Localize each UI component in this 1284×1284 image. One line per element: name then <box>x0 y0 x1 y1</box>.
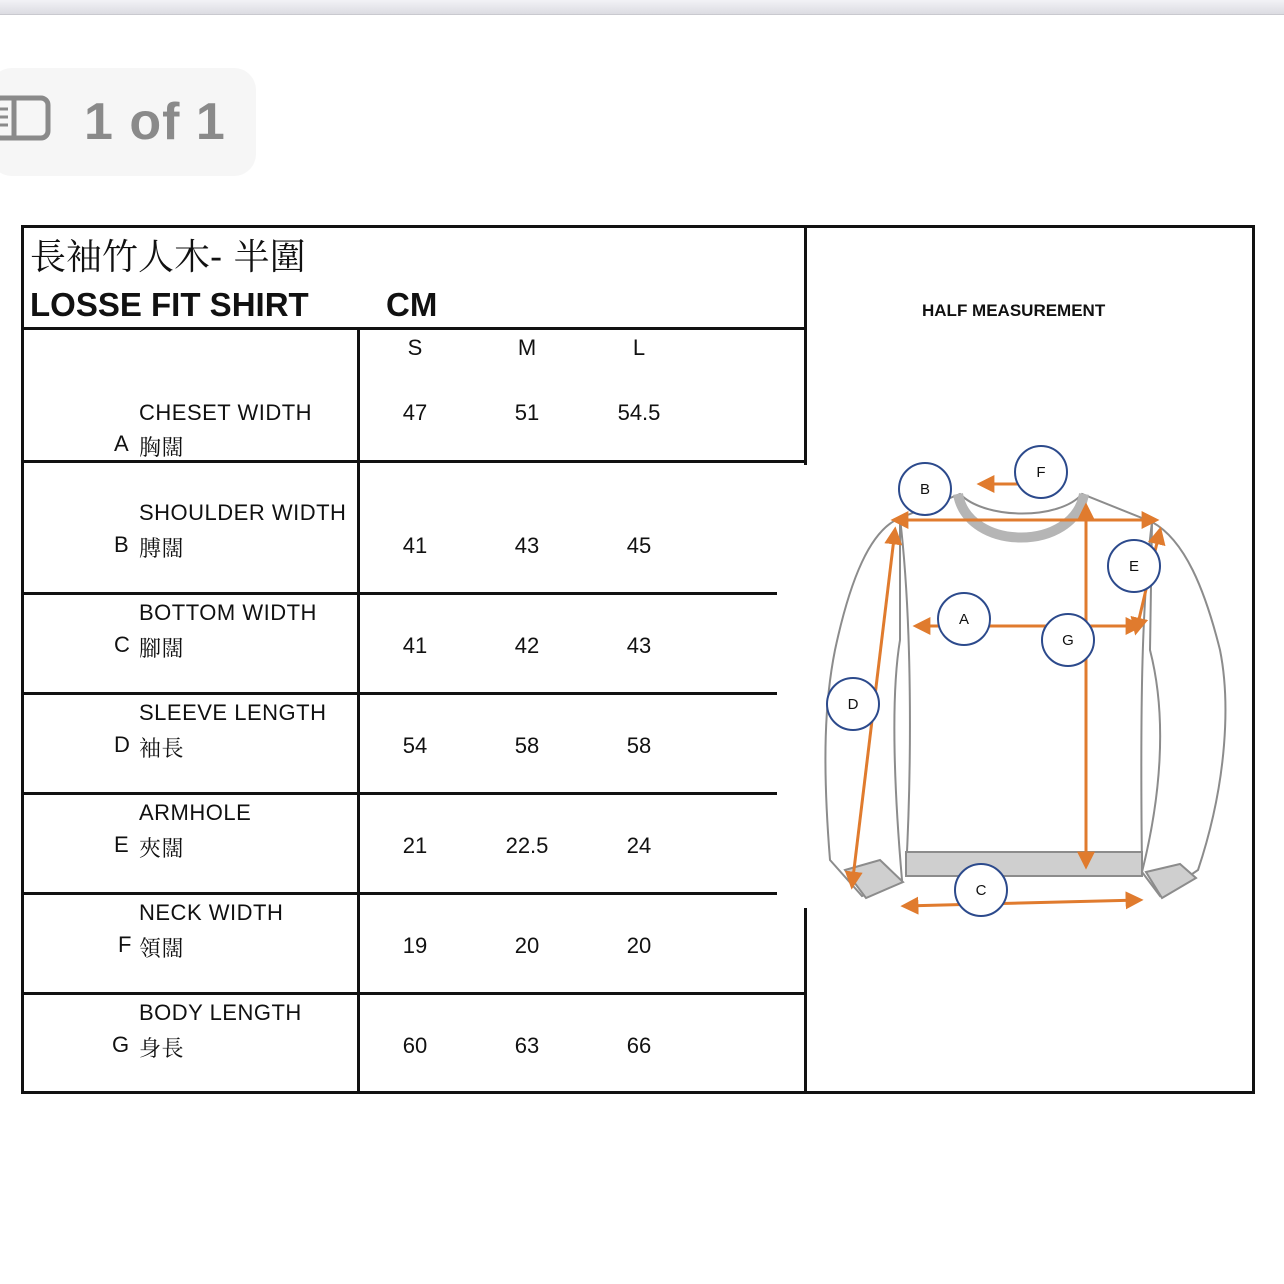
marker-c-label: C <box>975 882 987 899</box>
size-header-l: L <box>632 335 646 360</box>
row-f-value-s: 19 <box>402 933 428 958</box>
row-d-letter: D <box>114 732 131 757</box>
row-g-value-s: 60 <box>402 1033 428 1058</box>
title-chinese: 長袖竹人木- 半圍 <box>30 237 306 278</box>
row-g-chinese: 身長 <box>139 1036 185 1061</box>
size-header-s: S <box>407 335 423 360</box>
row-e-value-m: 22.5 <box>505 833 549 858</box>
sweater-outline <box>825 494 1225 898</box>
row-a-value-s: 47 <box>402 400 428 425</box>
row-b-value-m: 43 <box>514 533 540 558</box>
row-b-value-l: 45 <box>626 533 652 558</box>
row-d-value-s: 54 <box>402 733 428 758</box>
marker-d-label: D <box>847 696 859 713</box>
marker-e-label: E <box>1128 558 1140 575</box>
row-e-value-l: 24 <box>626 833 652 858</box>
marker-g-label: G <box>1062 632 1074 649</box>
size-header-m: M <box>517 335 537 360</box>
row-g-name: BODY LENGTH <box>139 1000 302 1025</box>
row-a-letter: A <box>114 431 130 456</box>
row-c-letter: C <box>114 632 131 657</box>
marker-a-label: A <box>958 611 970 628</box>
row-g-value-m: 63 <box>514 1033 540 1058</box>
row-g-letter: G <box>112 1032 130 1057</box>
row-f-value-m: 20 <box>514 933 540 958</box>
row-c-value-m: 42 <box>514 633 540 658</box>
row-e-letter: E <box>114 832 130 857</box>
row-c-value-s: 41 <box>402 633 428 658</box>
unit-label: CM <box>386 286 438 323</box>
row-g-value-l: 66 <box>626 1033 652 1058</box>
row-b-letter: B <box>114 532 130 557</box>
row-d-value-m: 58 <box>514 733 540 758</box>
row-a-value-m: 51 <box>514 400 540 425</box>
page-count: 1 of 1 <box>84 93 226 151</box>
row-a-name: CHESET WIDTH <box>139 400 313 425</box>
row-b-name: SHOULDER WIDTH <box>139 500 347 525</box>
row-f-value-l: 20 <box>626 933 652 958</box>
row-c-name: BOTTOM WIDTH <box>139 600 317 625</box>
row-d-value-l: 58 <box>626 733 652 758</box>
row-f-letter: F <box>118 932 132 957</box>
row-b-chinese: 膊闊 <box>139 536 185 561</box>
marker-b-label: B <box>919 481 931 498</box>
row-a-chinese: 胸闊 <box>139 435 185 460</box>
row-c-chinese: 腳闊 <box>139 636 185 661</box>
row-c-value-l: 43 <box>626 633 652 658</box>
row-e-name: ARMHOLE <box>139 800 252 825</box>
row-e-chinese: 夾闊 <box>139 836 185 861</box>
marker-f-label: F <box>1036 464 1046 481</box>
diagram-title: HALF MEASUREMENT <box>922 301 1106 320</box>
row-d-chinese: 袖長 <box>139 736 185 761</box>
row-f-name: NECK WIDTH <box>139 900 284 925</box>
row-a-value-l: 54.5 <box>617 400 661 425</box>
title-english: LOSSE FIT SHIRT <box>30 286 309 323</box>
row-e-value-s: 21 <box>402 833 428 858</box>
row-f-chinese: 領闊 <box>139 936 185 961</box>
row-d-name: SLEEVE LENGTH <box>139 700 327 725</box>
row-b-value-s: 41 <box>402 533 428 558</box>
